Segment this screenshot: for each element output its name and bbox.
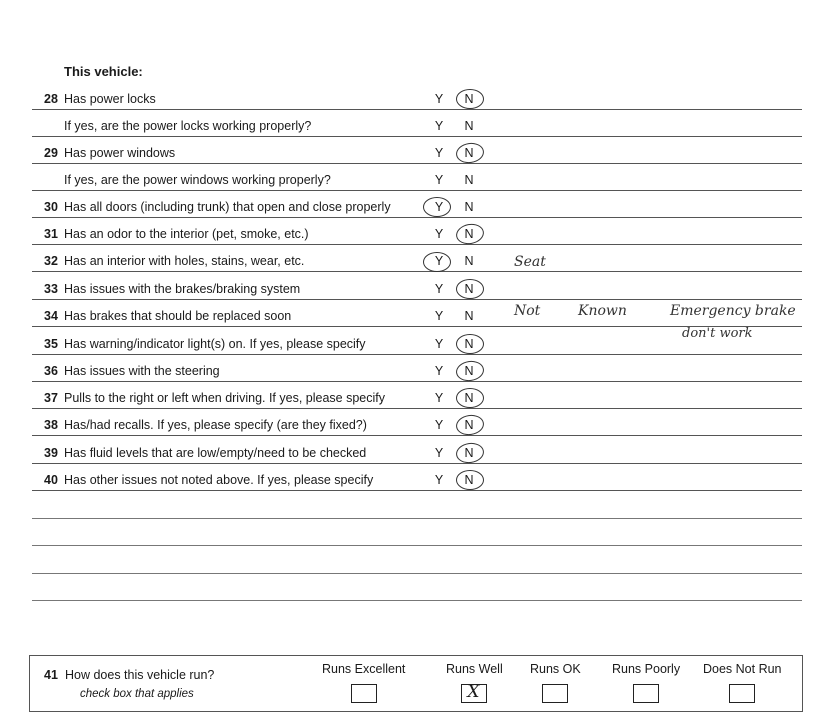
option-label: Runs Well (446, 662, 503, 676)
question-number: 34 (44, 309, 58, 323)
no-option[interactable]: N (464, 200, 474, 214)
question-number: 35 (44, 337, 58, 351)
option-label: Runs Poorly (612, 662, 681, 676)
answer-circle-no (456, 89, 484, 109)
checkbox[interactable] (542, 684, 568, 703)
question-number: 37 (44, 391, 58, 405)
question-row (32, 109, 802, 137)
question-number: 33 (44, 282, 58, 296)
question-row (32, 463, 802, 491)
question-row (32, 217, 802, 245)
question-number: 30 (44, 200, 58, 214)
blank-line[interactable] (32, 573, 802, 574)
answer-circle-no (456, 470, 484, 490)
question-number: 38 (44, 418, 58, 432)
yes-option[interactable]: Y (434, 473, 444, 487)
yes-option[interactable]: Y (434, 418, 444, 432)
yes-option[interactable]: Y (434, 446, 444, 460)
question-row (32, 163, 802, 191)
question-number: 40 (44, 473, 58, 487)
blank-line[interactable] (32, 518, 802, 519)
yes-option[interactable]: Y (434, 227, 444, 241)
question-row (32, 136, 802, 164)
yes-option[interactable]: Y (434, 254, 444, 268)
question-text: Has power locks (64, 92, 156, 106)
question-text: If yes, are the power locks working properly? (64, 119, 312, 133)
no-option[interactable]: N (464, 92, 474, 106)
question-number: 36 (44, 364, 58, 378)
option-runs-well[interactable] (446, 662, 503, 703)
yes-option[interactable]: Y (434, 337, 444, 351)
yes-option[interactable]: Y (434, 282, 444, 296)
question-row (32, 244, 802, 272)
question-row (32, 82, 802, 110)
question-text: Has issues with the brakes/braking system (64, 282, 301, 296)
option-does-not-run[interactable] (703, 662, 782, 703)
question-number: 29 (44, 146, 58, 160)
question-number: 31 (44, 227, 58, 241)
question-row (32, 436, 802, 464)
no-option[interactable]: N (464, 309, 474, 323)
no-option[interactable]: N (464, 446, 474, 460)
question-hint: check box that applies (80, 688, 194, 700)
no-option[interactable]: N (464, 418, 474, 432)
question-text: Has fluid levels that are low/empty/need to be checked (64, 446, 367, 460)
handwritten-note: Not (514, 303, 541, 319)
option-label: Does Not Run (703, 662, 782, 676)
no-option[interactable]: N (464, 364, 474, 378)
handwritten-note: Seat (514, 254, 546, 270)
question-number: 41 (44, 668, 58, 682)
yes-option[interactable]: Y (434, 391, 444, 405)
check-mark: X (467, 682, 480, 702)
yes-option[interactable]: Y (434, 146, 444, 160)
question-text: Has other issues not noted above. If yes, please specify (64, 473, 374, 487)
checkbox[interactable] (729, 684, 755, 703)
question-text: Has an interior with holes, stains, wear, etc. (64, 254, 305, 268)
blank-line[interactable] (32, 600, 802, 601)
no-option[interactable]: N (464, 254, 474, 268)
yes-option[interactable]: Y (434, 173, 444, 187)
yes-option[interactable]: Y (434, 92, 444, 106)
handwritten-note: Emergency brake (670, 303, 796, 319)
no-option[interactable]: N (464, 473, 474, 487)
question-text: Has all doors (including trunk) that open and close properly (64, 200, 391, 214)
question-text: How does this vehicle run? (65, 668, 215, 682)
handwritten-note: Known (578, 303, 627, 319)
question-row (32, 272, 802, 300)
option-label: Runs OK (530, 662, 581, 676)
run-condition-box (29, 655, 803, 712)
question-text: Has power windows (64, 146, 176, 160)
question-text: Has brakes that should be replaced soon (64, 309, 292, 323)
section-title: This vehicle: (64, 64, 143, 79)
option-runs-ok[interactable] (530, 662, 581, 703)
yes-option[interactable]: Y (434, 119, 444, 133)
answer-circle-no (456, 334, 484, 354)
no-option[interactable]: N (464, 119, 474, 133)
question-row (32, 354, 802, 382)
question-text: If yes, are the power windows working properly? (64, 173, 331, 187)
question-text: Has an odor to the interior (pet, smoke, etc.) (64, 227, 309, 241)
question-row (32, 381, 802, 409)
no-option[interactable]: N (464, 391, 474, 405)
no-option[interactable]: N (464, 337, 474, 351)
question-number: 39 (44, 446, 58, 460)
handwritten-note: don't work (682, 326, 753, 341)
answer-circle-yes (423, 197, 451, 217)
question-number: 32 (44, 254, 58, 268)
no-option[interactable]: N (464, 282, 474, 296)
option-runs-poorly[interactable] (612, 662, 680, 703)
answer-circle-yes (423, 252, 451, 272)
question-text: Has/had recalls. If yes, please specify (are they fixed?) (64, 418, 367, 432)
yes-option[interactable]: Y (434, 364, 444, 378)
question-row (32, 408, 802, 436)
question-number: 28 (44, 92, 58, 106)
question-text: Has warning/indicator light(s) on. If yes, please specify (64, 337, 366, 351)
checkbox[interactable] (351, 684, 377, 703)
question-text: Pulls to the right or left when driving. If yes, please specify (64, 391, 385, 405)
yes-option[interactable]: Y (434, 200, 444, 214)
no-option[interactable]: N (464, 146, 474, 160)
question-row (32, 190, 802, 218)
question-text: Has issues with the steering (64, 364, 220, 378)
option-runs-excellent[interactable] (322, 662, 405, 703)
answer-circle-no (456, 279, 484, 299)
blank-line[interactable] (32, 545, 802, 546)
answer-circle-no (456, 388, 484, 408)
checkbox[interactable] (633, 684, 659, 703)
yes-option[interactable]: Y (434, 309, 444, 323)
checkbox[interactable] (461, 684, 487, 703)
option-label: Runs Excellent (322, 662, 406, 676)
no-option[interactable]: N (464, 227, 474, 241)
no-option[interactable]: N (464, 173, 474, 187)
